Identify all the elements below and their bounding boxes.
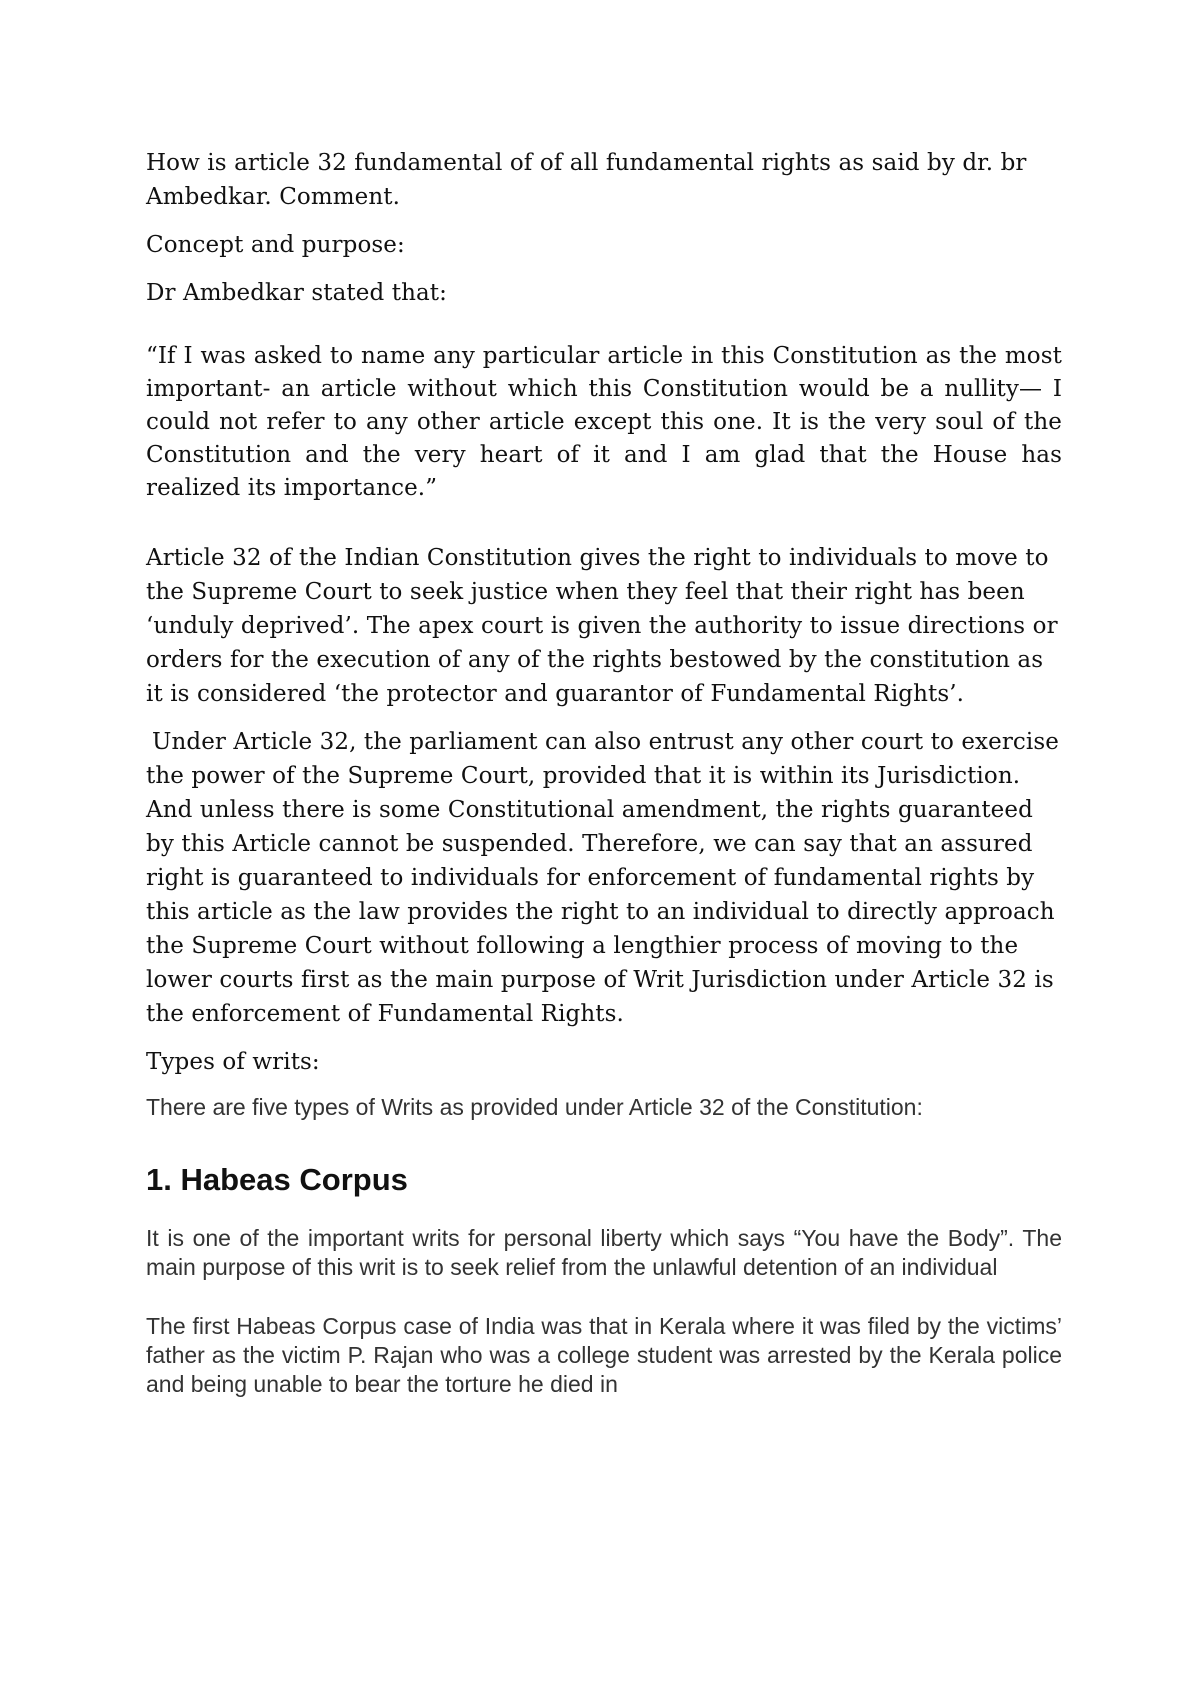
habeas-corpus-heading: 1. Habeas Corpus <box>146 1162 408 1197</box>
habeas-corpus-paragraph: It is one of the important writs for personal liberty which says “You have the Body”. The main purpose of this writ is to seek relief from the unlawful detention of an individual <box>146 1225 1062 1280</box>
types-heading: Types of writs: <box>146 1049 320 1075</box>
article-32-parliament-paragraph: Under Article 32, the parliament can also entrust any other court to exercise the power of the Supreme Court, provided that it is within its Jurisdiction. And unless there is some Constitutional amendment, the rights guaranteed by this Article cannot be suspended. Therefore, we can say that an assured right is guaranteed to individuals for enforcement of fundamental rights by this article as the law provides the right to an individual to directly approach the Supreme Court without following a lengthier process of moving to the lower courts first as the main purpose of Writ Jurisdiction under Article 32 is the enforcement of Fundamental Rights. <box>146 729 1059 1027</box>
types-intro: There are five types of Writs as provided under Article 32 of the Constitution: <box>146 1094 923 1120</box>
habeas-corpus-case-paragraph: The first Habeas Corpus case of India was that in Kerala where it was filed by the victims’ father as the victim P. Rajan who was a college student was arrested by the Kerala police and being unable to bear the torture he died in <box>146 1313 1062 1397</box>
question-text: How is article 32 fundamental of of all fundamental rights as said by dr. br Ambedkar. Comment. <box>146 150 1027 210</box>
ambedkar-quote: “If I was asked to name any particular article in this Constitution as the most important- an article without which this Constitution would be a nullity— I could not refer to any other article except this one. It is the very soul of the Constitution and the very heart of it and I am glad that the House has realized its importance.” <box>146 343 1062 501</box>
document-page <box>146 146 1062 1399</box>
concept-heading: Concept and purpose: <box>146 232 405 258</box>
article-32-paragraph: Article 32 of the Indian Constitution gives the right to individuals to move to the Supreme Court to seek justice when they feel that their right has been ‘unduly deprived’. The apex court is given the authority to issue directions or orders for the execution of any of the rights bestowed by the constitution as it is considered ‘the protector and guarantor of Fundamental Rights’. <box>146 545 1058 707</box>
ambedkar-intro: Dr Ambedkar stated that: <box>146 280 447 306</box>
